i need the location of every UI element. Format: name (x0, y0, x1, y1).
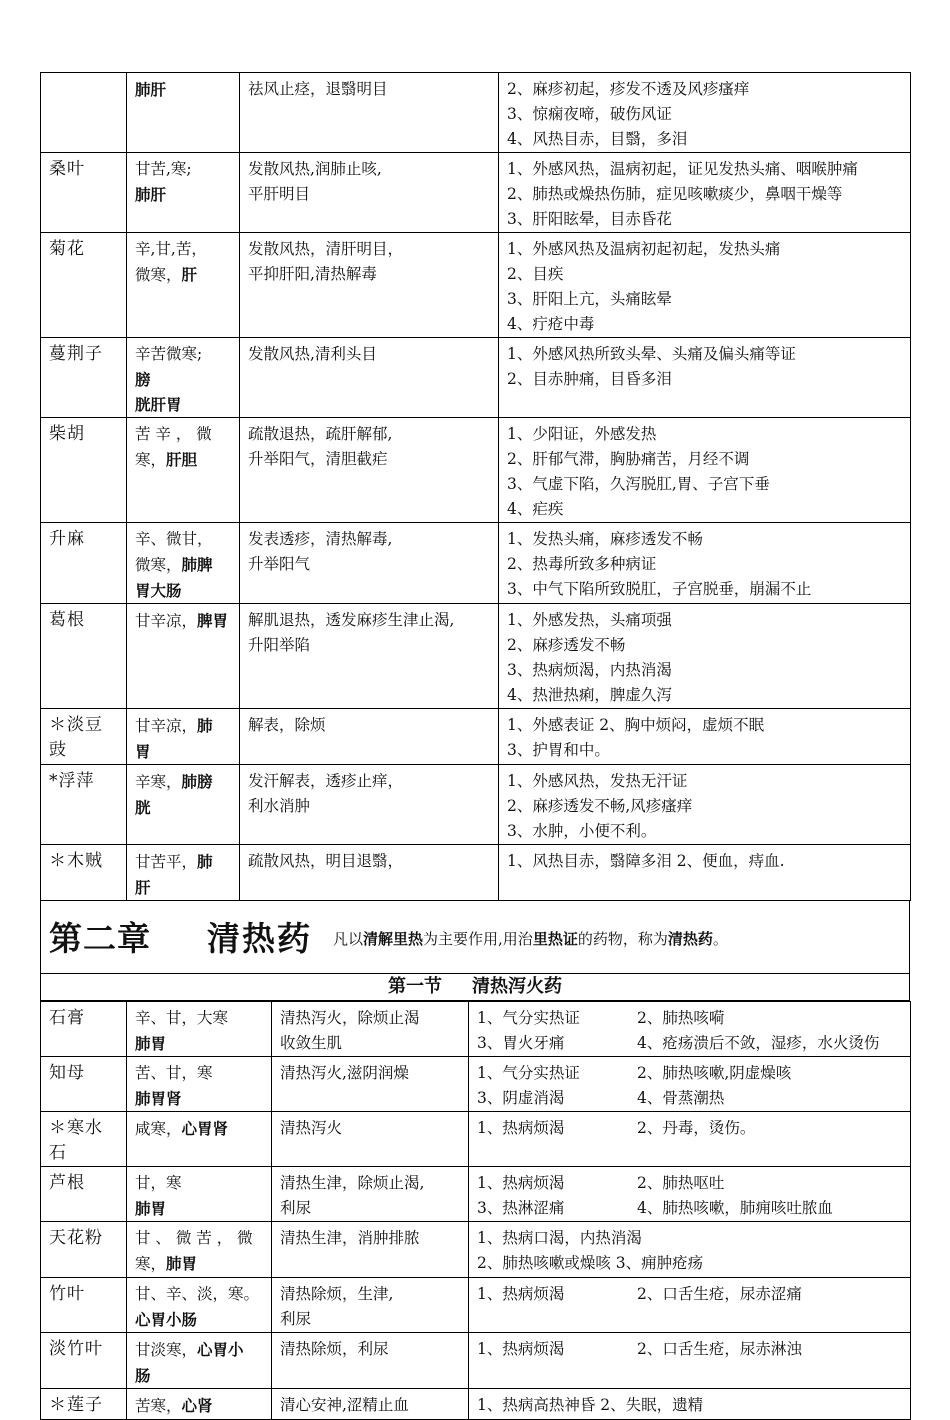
effect-cell (272, 1002, 469, 1057)
effect-cell (240, 523, 499, 604)
nature-line: 苦寒，心肾 (135, 1396, 213, 1415)
herb-name-cell (41, 709, 127, 765)
nature-meridian-cell (127, 845, 240, 901)
nature-meridian-cell (127, 1222, 272, 1278)
nature-line: 甘苦平，肺 (135, 852, 213, 871)
herb-name-cell (41, 1057, 127, 1112)
nature-meridian-cell (127, 1112, 272, 1167)
table-row (41, 1057, 911, 1112)
effect-line: 疏散退热，疏肝解郁, (248, 425, 393, 443)
effect-line: 清热泻火 (280, 1119, 343, 1137)
nature-line: 甘淡寒，心胃小 (135, 1340, 244, 1359)
table-row (41, 604, 911, 709)
indication-cell (499, 765, 911, 845)
meridian-line: 肺胃 (135, 1034, 167, 1053)
nature-meridian-cell (127, 73, 240, 153)
indication-cell (499, 709, 911, 765)
herb-name: 升麻 (49, 529, 85, 549)
effect-line: 清热泻火，除烦止渴 (280, 1009, 420, 1027)
nature-meridian-cell (127, 709, 240, 765)
herb-name-cell (41, 1167, 127, 1222)
use-line: 2、麻疹透发不畅,风疹瘙痒 (507, 797, 693, 815)
herb-name: *浮萍 (49, 771, 95, 791)
effect-line: 利水消肿 (248, 797, 311, 815)
effect-line: 疏散风热，明目退翳， (248, 852, 404, 870)
use-line: 3、肝阳上亢，头痛眩晕 (507, 290, 672, 308)
indication-cell (469, 1112, 911, 1167)
use-line: 2、麻疹初起，疹发不透及风疹瘙痒 (507, 80, 750, 98)
meridian-line: 肺胃 (166, 1254, 198, 1273)
effect-line: 发散风热，清肝明目， (248, 240, 404, 258)
prop-line: 苦、甘，寒 (135, 1064, 213, 1082)
prop-line: 甘苦,寒; (135, 160, 192, 178)
indication-cell (469, 1278, 911, 1333)
meridian-line: 心胃肾 (181, 1119, 229, 1138)
use-line: 1、外感发热，头痛项强 (507, 611, 672, 629)
indication-cell (499, 845, 911, 901)
indication-line: 1、热病烦渴 2、丹毒，烫伤。 (477, 1119, 756, 1137)
effect-cell (240, 604, 499, 709)
indication-cell (499, 523, 911, 604)
nature-line: 寒，肝胆 (135, 450, 198, 469)
effect-cell (240, 73, 499, 153)
nature-meridian-cell (127, 1333, 272, 1389)
table-row (41, 233, 911, 338)
effect-line: 祛风止痉，退翳明目 (248, 80, 388, 98)
use-line: 3、水肿，小便不利。 (507, 822, 657, 840)
nature-line: 辛、微甘， (135, 530, 213, 548)
herb-name: 芦根 (49, 1173, 85, 1193)
meridian-line: 心胃小 (197, 1340, 244, 1359)
nature-line: 辛,甘,苦， (135, 240, 207, 258)
herb-name-cell (41, 233, 127, 338)
table-row (41, 418, 911, 523)
effect-line: 发表透疹，清热解毒, (248, 530, 393, 548)
meridian-line: 胃 (135, 742, 151, 761)
use-line: 1、外感风热及温病初起初起，发热头痛 (507, 240, 781, 258)
herb-name-cell (41, 845, 127, 901)
prop-line: 甘、辛、淡，寒。 (135, 1285, 260, 1303)
use-line: 3、热病烦渴，内热消渴 (507, 661, 672, 679)
effect-line: 升阳举陷 (248, 636, 311, 654)
effect-cell (272, 1222, 469, 1278)
table-row (41, 1389, 911, 1420)
nature-meridian-cell (127, 418, 240, 523)
meridian-line: 心胃小肠 (135, 1310, 198, 1329)
nature-line: 微寒，肺脾 (135, 555, 213, 574)
table-row (41, 73, 911, 153)
nature-meridian-cell (127, 1389, 272, 1420)
use-line: 3、气虚下陷，久泻脱肛,胃、子宫下垂 (507, 475, 770, 493)
indication-line: 3、阴虚消渴 4、骨蒸潮热 (477, 1089, 725, 1107)
effect-cell (272, 1333, 469, 1389)
effect-cell (240, 338, 499, 418)
meridian-line: 脾胃 (197, 611, 229, 630)
prop-line: 甘，寒 (135, 1174, 182, 1192)
indication-cell (469, 1167, 911, 1222)
herb-name-cell (41, 418, 127, 523)
nature-line: 微寒，肝 (135, 265, 198, 284)
use-line: 2、肝郁气滞，胸胁痛苦，月经不调 (507, 450, 750, 468)
indication-cell (469, 1389, 911, 1420)
nature-meridian-cell (127, 523, 240, 604)
nature-meridian-cell (127, 153, 240, 233)
meridian-line: 胃大肠 (135, 581, 182, 600)
herb-table-1 (40, 72, 911, 901)
herb-table-2 (40, 1001, 911, 1420)
table-row (41, 1222, 911, 1278)
chapter-number: 第二章 (49, 919, 151, 958)
meridian-line: 胱 (135, 798, 151, 817)
effect-line: 清热除烦，生津, (280, 1285, 394, 1303)
nature-line: 甘辛凉，肺 (135, 716, 213, 735)
meridian-line: 心肾 (181, 1396, 213, 1415)
nature-meridian-cell (127, 604, 240, 709)
table-row (41, 845, 911, 901)
indication-cell (499, 153, 911, 233)
use-line: 4、疟疾 (507, 500, 564, 518)
nature-meridian-cell (127, 233, 240, 338)
meridian-line: 肝胆 (166, 450, 198, 469)
prop-line: 辛、甘，大寒 (135, 1009, 229, 1027)
meridian-line: 肠 (135, 1366, 151, 1385)
meridian-line: 肺肝 (135, 80, 167, 99)
herb-name-cell (41, 1222, 127, 1278)
table-row (41, 153, 911, 233)
herb-name: 葛根 (49, 610, 85, 630)
nature-meridian-cell (127, 1002, 272, 1057)
use-line: 3、肝阳眩晕，目赤昏花 (507, 210, 672, 228)
nature-meridian-cell (127, 1167, 272, 1222)
section-header (40, 974, 910, 1001)
meridian-line: 肺膀 (181, 772, 213, 791)
use-line: 3、护胃和中。 (507, 741, 610, 759)
herb-name: 蔓荆子 (49, 344, 103, 364)
use-line: 4、风热目赤，目翳，多泪 (507, 130, 688, 148)
herb-name: ＊木贼 (49, 851, 103, 871)
herb-name: 天花粉 (49, 1228, 103, 1248)
indication-line: 1、热病高热神昏 2、失眠，遗精 (477, 1396, 704, 1414)
effect-line: 平肝明目 (248, 185, 311, 203)
section-number: 第一节 (388, 976, 442, 997)
use-line: 2、目疾 (507, 265, 564, 283)
herb-name: 淡竹叶 (49, 1339, 103, 1359)
nature-line: 苦 辛 ， 微 (135, 425, 212, 443)
use-line: 1、外感表证 2、胸中烦闷，虚烦不眠 (507, 716, 765, 734)
herb-name-cell (41, 1112, 127, 1167)
chapter-description: 凡以清解里热为主要作用,用治里热证的药物，称为清热药。 (333, 930, 728, 948)
table-row (41, 765, 911, 845)
herb-name: ＊淡豆豉 (49, 715, 103, 760)
indication-line: 1、热病烦渴 2、口舌生疮，尿赤淋浊 (477, 1340, 802, 1358)
herb-name-cell (41, 153, 127, 233)
indication-line: 1、热病口渴，内热消渴 (477, 1229, 642, 1247)
effect-line: 清热除烦，利尿 (280, 1340, 389, 1358)
effect-cell (272, 1057, 469, 1112)
indication-cell (499, 73, 911, 153)
herb-name-cell (41, 1002, 127, 1057)
indication-cell (469, 1222, 911, 1278)
indication-cell (499, 418, 911, 523)
meridian-line: 肝 (181, 265, 198, 284)
effect-cell (240, 765, 499, 845)
meridian-line: 肝 (135, 878, 151, 897)
herb-name-cell (41, 765, 127, 845)
nature-line: 甘辛凉，脾胃 (135, 611, 229, 630)
use-line: 2、热毒所致多种病证 (507, 555, 657, 573)
herb-name: 菊花 (49, 239, 85, 259)
table-row (41, 709, 911, 765)
use-line: 2、肺热或燥热伤肺，症见咳嗽痰少，鼻咽干燥等 (507, 185, 843, 203)
herb-name: 桑叶 (49, 159, 85, 179)
indication-line: 1、热病烦渴 2、肺热呕吐 (477, 1174, 725, 1192)
nature-line: 辛寒，肺膀 (135, 772, 213, 791)
indication-cell (499, 233, 911, 338)
nature-line: 咸寒，心胃肾 (135, 1119, 229, 1138)
use-line: 1、风热目赤，翳障多泪 2、便血，痔血. (507, 852, 785, 870)
herb-name: ＊莲子 (49, 1395, 103, 1415)
table-row (41, 523, 911, 604)
effect-line: 升举阳气，清胆截疟 (248, 450, 388, 468)
table-row (41, 1002, 911, 1057)
meridian-line: 肺肝 (135, 185, 167, 204)
herb-name: 石膏 (49, 1008, 85, 1028)
herb-name: 柴胡 (49, 424, 85, 444)
use-line: 1、外感风热，发热无汗证 (507, 772, 688, 790)
meridian-line: 肺胃 (135, 1199, 167, 1218)
use-line: 4、热泄热痢，脾虚久泻 (507, 686, 672, 704)
indication-cell (469, 1057, 911, 1112)
nature-meridian-cell (127, 338, 240, 418)
use-line: 1、外感风热，温病初起，证见发热头痛、咽喉肿痛 (507, 160, 858, 178)
effect-cell (272, 1278, 469, 1333)
use-line: 1、外感风热所致头晕、头痛及偏头痛等证 (507, 345, 796, 363)
table-row (41, 338, 911, 418)
nature-line: 甘 、 微 苦 ， 微 (135, 1229, 253, 1247)
effect-line: 解肌退热，透发麻疹生津止渴, (248, 611, 455, 629)
indication-cell (469, 1333, 911, 1389)
effect-cell (240, 709, 499, 765)
use-line: 2、麻疹透发不畅 (507, 636, 626, 654)
chapter-header (40, 901, 910, 974)
nature-meridian-cell (127, 1278, 272, 1333)
document-page (40, 72, 910, 1420)
effect-cell (272, 1167, 469, 1222)
indication-cell (499, 604, 911, 709)
table-row (41, 1112, 911, 1167)
indication-cell (499, 338, 911, 418)
effect-line: 利尿 (280, 1310, 312, 1328)
effect-cell (240, 153, 499, 233)
nature-line: 寒，肺胃 (135, 1254, 198, 1273)
use-line: 2、目赤肿痛，目昏多泪 (507, 370, 672, 388)
indication-line: 1、热病烦渴 2、口舌生疮，尿赤涩痛 (477, 1285, 802, 1303)
section-name: 清热泻火药 (472, 976, 562, 997)
use-line: 1、少阳证，外感发热 (507, 425, 657, 443)
indication-line: 1、气分实热证 2、肺热咳嗬 (477, 1009, 725, 1027)
indication-line: 1、气分实热证 2、肺热咳嗽,阴虚燥咳 (477, 1064, 792, 1082)
effect-cell (240, 418, 499, 523)
herb-name-cell (41, 1278, 127, 1333)
indication-line: 3、胃火牙痛 4、疮疡溃后不敛，湿疹，水火烫伤 (477, 1034, 880, 1052)
effect-cell (272, 1112, 469, 1167)
chapter-name: 清热药 (207, 919, 312, 958)
meridian-line: 肺胃肾 (135, 1089, 182, 1108)
effect-line: 利尿 (280, 1199, 312, 1217)
effect-line: 升举阳气 (248, 555, 311, 573)
table-row (41, 1278, 911, 1333)
meridian-line: 胱肝胃 (135, 395, 182, 414)
herb-name-cell (41, 523, 127, 604)
herb-name-cell (41, 604, 127, 709)
herb-name-cell (41, 1333, 127, 1389)
effect-line: 清心安神,涩精止血 (280, 1396, 409, 1414)
effect-line: 清热生津，消肿排脓 (280, 1229, 420, 1247)
effect-line: 发散风热,清利头目 (248, 345, 377, 363)
use-line: 3、中气下陷所致脱肛，子宫脱垂，崩漏不止 (507, 580, 812, 598)
meridian-line: 肺脾 (181, 555, 213, 574)
nature-meridian-cell (127, 1057, 272, 1112)
herb-name: 竹叶 (49, 1284, 85, 1304)
indication-line: 2、肺热咳嗽或燥咳 3、痈肿疮疡 (477, 1254, 704, 1272)
effect-line: 清热生津，除烦止渴, (280, 1174, 425, 1192)
prop-line: 辛苦微寒; (135, 345, 203, 363)
effect-cell (240, 233, 499, 338)
use-line: 3、惊痫夜啼，破伤风证 (507, 105, 672, 123)
herb-name: ＊寒水石 (49, 1118, 103, 1163)
effect-line: 发汗解表，透疹止痒， (248, 772, 404, 790)
meridian-line: 肺 (197, 716, 213, 735)
table-row (41, 1333, 911, 1389)
table-row (41, 1167, 911, 1222)
effect-cell (240, 845, 499, 901)
nature-meridian-cell (127, 765, 240, 845)
effect-line: 清热泻火,滋阴润燥 (280, 1064, 409, 1082)
herb-name-cell (41, 338, 127, 418)
herb-name-cell (41, 73, 127, 153)
indication-cell (469, 1002, 911, 1057)
use-line: 1、发热头痛，麻疹透发不畅 (507, 530, 703, 548)
effect-line: 收敛生肌 (280, 1034, 343, 1052)
effect-line: 解表，除烦 (248, 716, 326, 734)
herb-name-cell (41, 1389, 127, 1420)
use-line: 4、疔疮中毒 (507, 315, 595, 333)
effect-line: 平抑肝阳,清热解毒 (248, 265, 377, 283)
herb-name: 知母 (49, 1063, 85, 1083)
meridian-line: 肺 (197, 852, 213, 871)
effect-line: 发散风热,润肺止咳, (248, 160, 382, 178)
meridian-line: 膀 (135, 370, 151, 389)
indication-line: 3、热淋涩痛 4、肺热咳嗽，肺痈咳吐脓血 (477, 1199, 833, 1217)
effect-cell (272, 1389, 469, 1420)
